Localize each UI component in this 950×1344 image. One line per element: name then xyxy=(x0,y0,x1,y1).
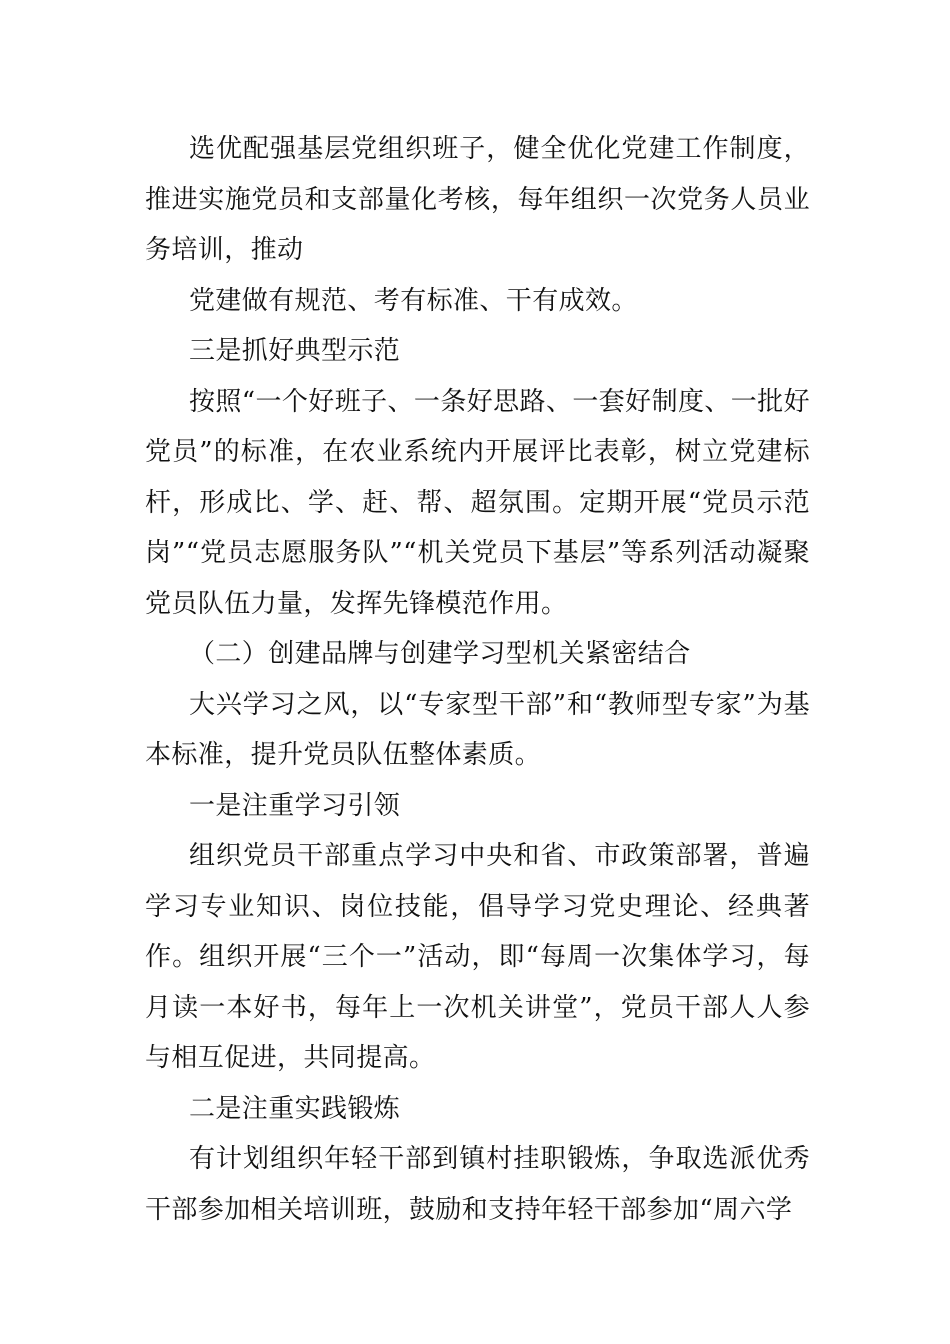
paragraph-young-cadre-training: 有计划组织年轻干部到镇村挂职锻炼，争取选派优秀干部参加相关培训班，鼓励和支持年轻干部参加“周六学 xyxy=(145,1144,810,1225)
paragraph-study-activities: 组织党员干部重点学习中央和省、市政策部署，普遍学习专业知识、岗位技能，倡导学习党史理论、经典著作。组织开展“三个一”活动，即“每周一次集体学习，每月读一本好书，每年上一次机关讲堂”，党员干部人人参与相互促进，共同提高。 xyxy=(145,841,810,1073)
paragraph-learning-culture: 大兴学习之风，以“专家型干部”和“教师型专家”为基本标准，提升党员队伍整体素质。 xyxy=(145,689,810,770)
section-heading-learning-organization: （二）创建品牌与创建学习型机关紧密结合 xyxy=(189,639,691,669)
paragraph-party-building-system: 选优配强基层党组织班子，健全优化党建工作制度，推进实施党员和支部量化考核，每年组织一次党务人员业务培训，推动 xyxy=(145,134,810,265)
subheading-typical-example: 三是抓好典型示范 xyxy=(189,336,401,366)
subheading-learning-guidance: 一是注重学习引领 xyxy=(189,790,401,821)
paragraph-party-building-results: 党建做有规范、考有标准、干有成效。 xyxy=(189,285,638,316)
paragraph-model-standards: 按照“一个好班子、一条好思路、一套好制度、一批好党员”的标准，在农业系统内开展评比表彰，树立党建标杆，形成比、学、赶、帮、超氛围。定期开展“党员示范岗”“党员志愿服务队”“机关党员下基层”等系列活动凝聚党员队伍力量，发挥先锋模范作用。 xyxy=(145,386,810,619)
document-body xyxy=(145,124,810,1235)
subheading-practice-training: 二是注重实践锻炼 xyxy=(189,1093,401,1124)
